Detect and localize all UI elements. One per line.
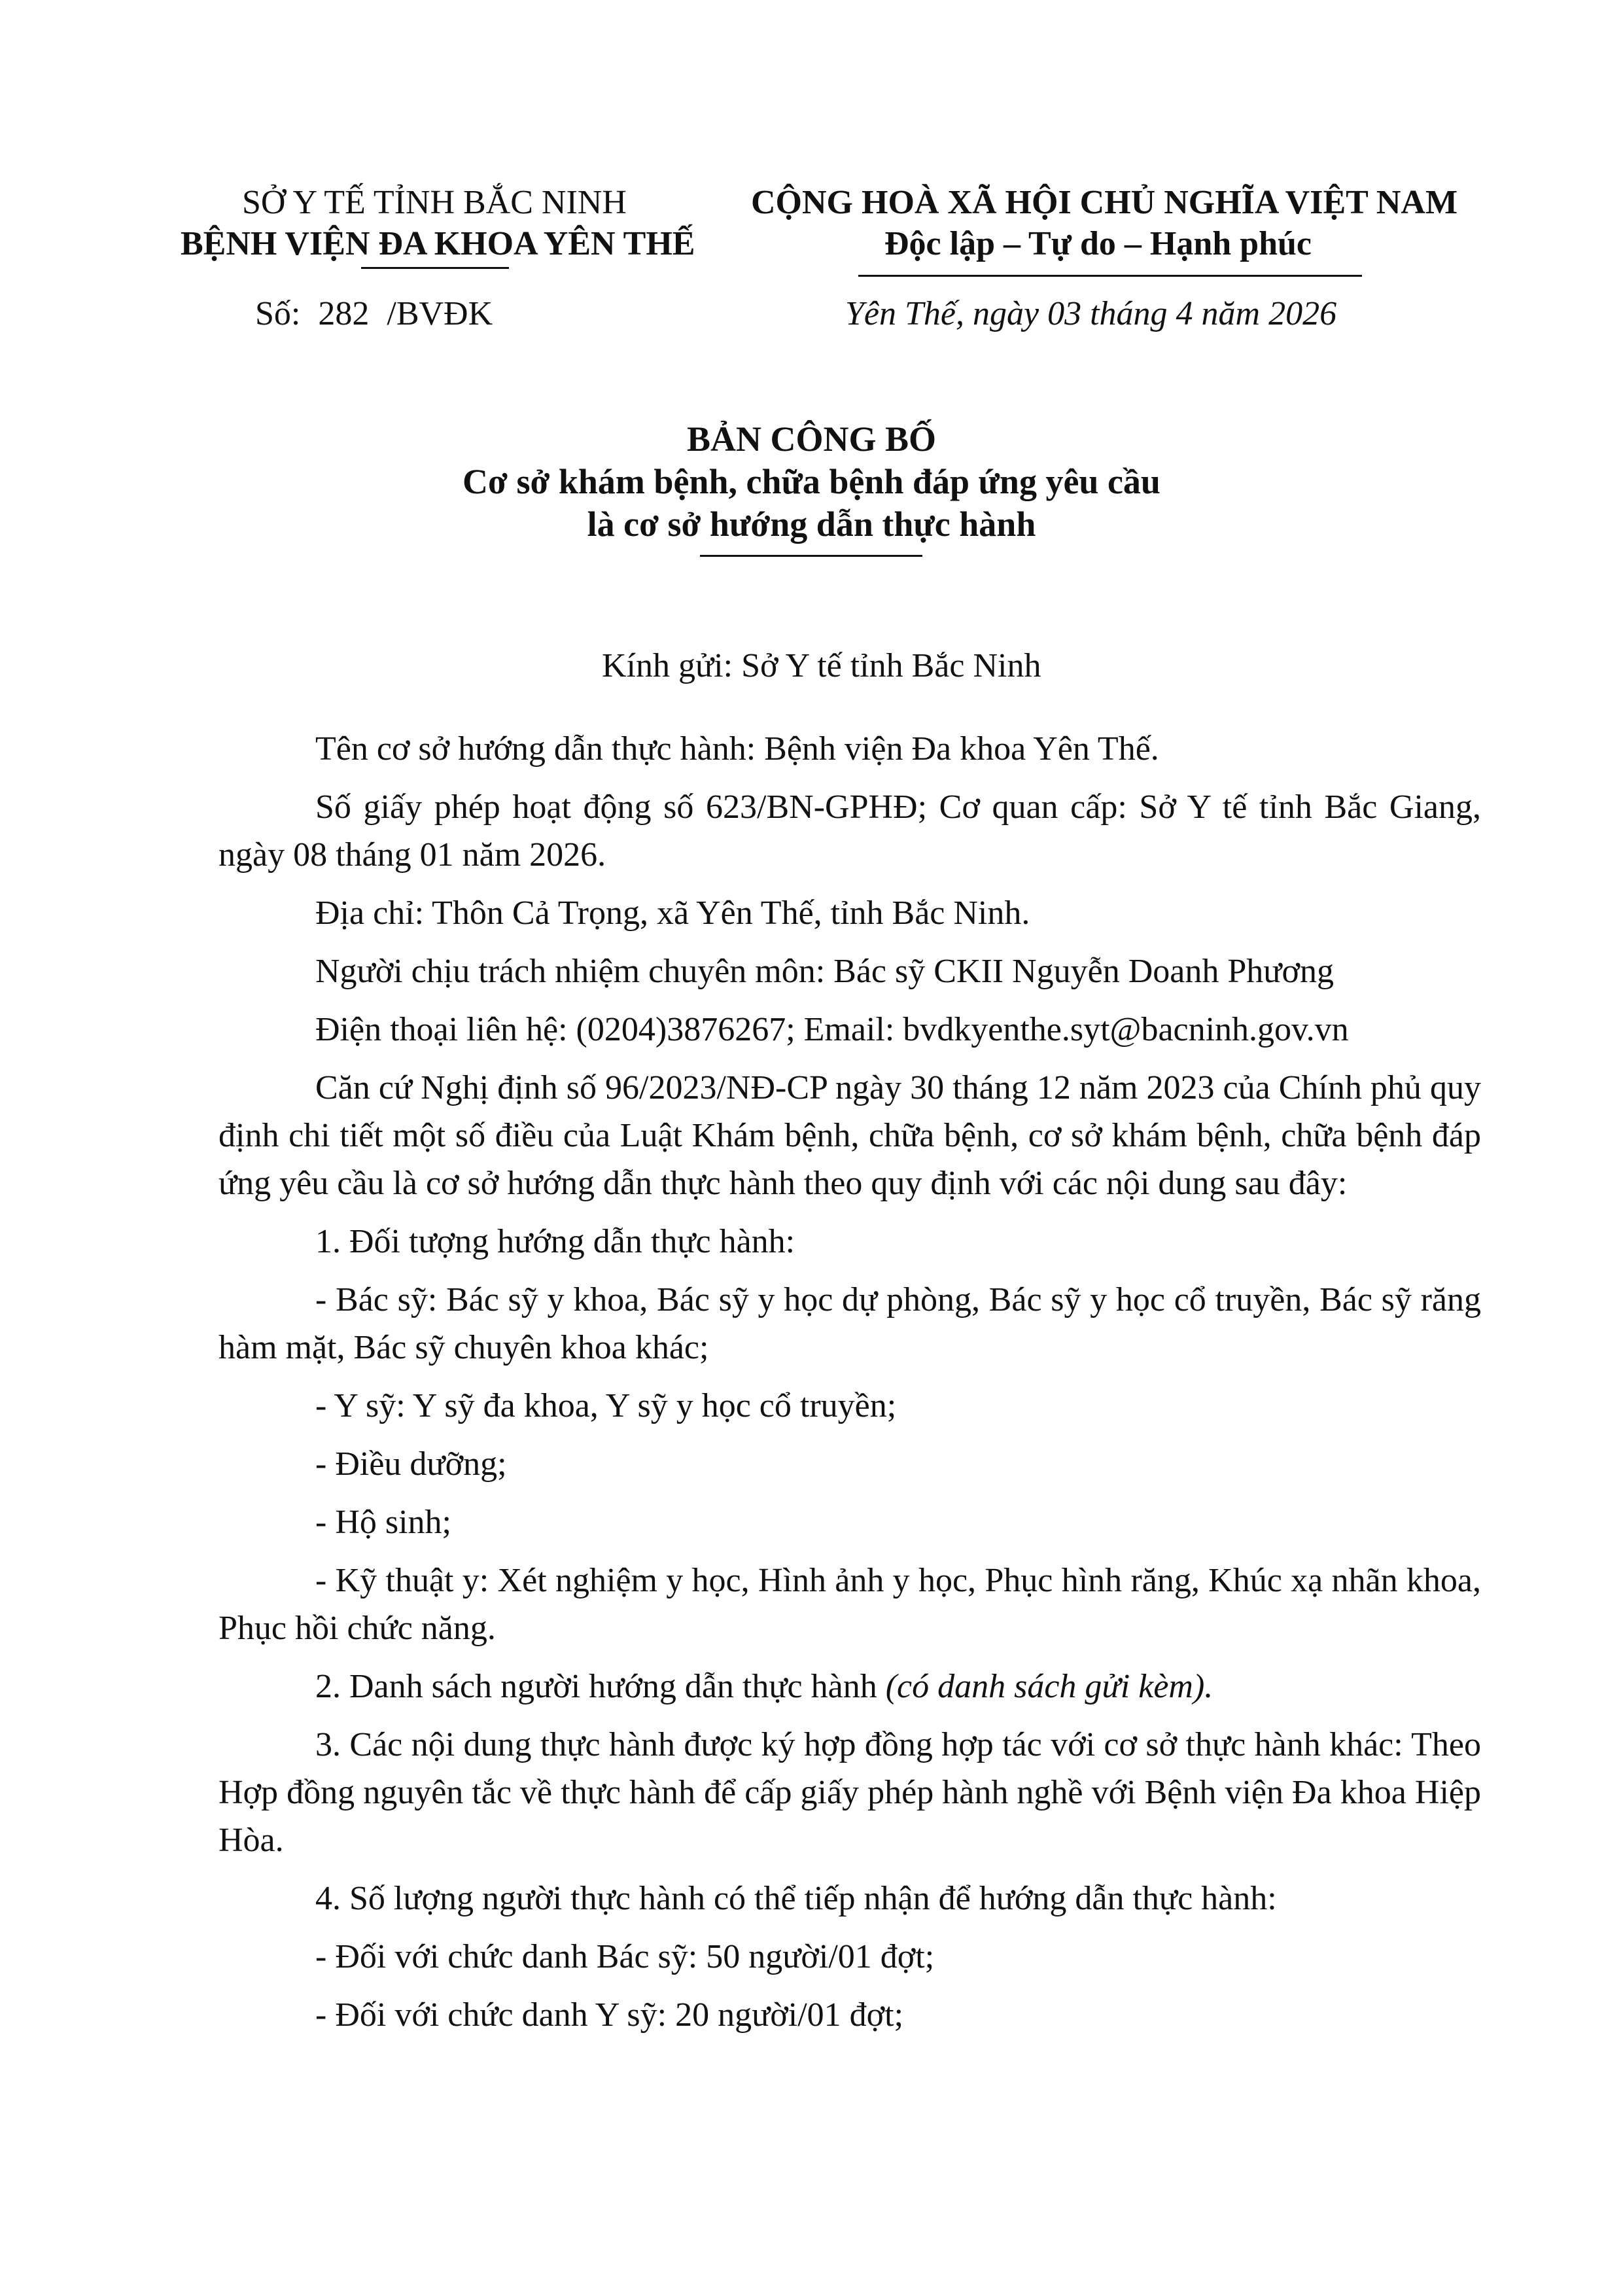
section-4-title: 4. Số lượng người thực hành có thể tiếp nhận để hướng dẫn thực hành: — [315, 1880, 1277, 1917]
section-1-title: 1. Đối tượng hướng dẫn thực hành: — [315, 1223, 795, 1260]
section-1-item: - Kỹ thuật y: Xét nghiệm y học, Hình ảnh y học, Phục hình răng, Khúc xạ nhãn khoa, Phục hồi chức năng. — [218, 1562, 1481, 1647]
title-underline — [700, 555, 922, 557]
section-4-item: - Đối với chức danh Bác sỹ: 50 người/01 đợt; — [315, 1938, 935, 1975]
facility-name: Tên cơ sở hướng dẫn thực hành: Bệnh viện Đa khoa Yên Thế. — [315, 730, 1159, 768]
right-header-underline — [858, 275, 1362, 277]
document-number — [255, 294, 493, 333]
number-prefix: Số: — [255, 295, 301, 332]
section-3: 3. Các nội dung thực hành được ký hợp đồng hợp tác với cơ sở thực hành khác: Theo Hợp đồng nguyên tắc về thực hành để cấp giấy phép hành nghề với Bệnh viện Đa khoa Hiệp Hòa. — [218, 1726, 1481, 1859]
responsible-person: Người chịu trách nhiệm chuyên môn: Bác sỹ CKII Nguyễn Doanh Phương — [315, 953, 1334, 990]
license-info: Số giấy phép hoạt động số 623/BN-GPHĐ; Cơ quan cấp: Sở Y tế tỉnh Bắc Giang, ngày 08 tháng 01 năm 2026. — [218, 788, 1481, 874]
issuing-organization: BỆNH VIỆN ĐA KHOA YÊN THẾ — [181, 225, 695, 262]
place-date: Yên Thế, ngày 03 tháng 4 năm 2026 — [845, 295, 1337, 332]
section-1-item: - Y sỹ: Y sỹ đa khoa, Y sỹ y học cổ truyền; — [315, 1387, 897, 1424]
section-1-item: - Bác sỹ: Bác sỹ y khoa, Bác sỹ y học dự phòng, Bác sỹ y học cổ truyền, Bác sỹ răng hàm mặt, Bác sỹ chuyên khoa khác; — [218, 1281, 1481, 1366]
section-1-item: - Hộ sinh; — [315, 1504, 451, 1541]
left-header-underline — [361, 267, 509, 269]
contact-info: Điện thoại liên hệ: (0204)3876267; Email: bvdkyenthe.syt@bacninh.gov.vn — [315, 1011, 1349, 1048]
recipient: Kính gửi: Sở Y tế tỉnh Bắc Ninh — [602, 647, 1041, 684]
issuing-authority: SỞ Y TẾ TỈNH BẮC NINH — [242, 184, 627, 221]
national-title: CỘNG HOÀ XÃ HỘI CHỦ NGHĨA VIỆT NAM — [751, 184, 1458, 221]
document-subtitle-1: Cơ sở khám bệnh, chữa bệnh đáp ứng yêu cầu — [462, 462, 1161, 501]
section-2-text: 2. Danh sách người hướng dẫn thực hành — [315, 1668, 877, 1705]
national-motto: Độc lập – Tự do – Hạnh phúc — [884, 225, 1312, 262]
section-2-note: (có danh sách gửi kèm). — [885, 1668, 1213, 1705]
document-title: BẢN CÔNG BỐ — [686, 419, 937, 459]
number-suffix: /BVĐK — [387, 295, 493, 332]
section-2 — [218, 1663, 1481, 1710]
number-value: 282 — [318, 295, 370, 332]
address: Địa chỉ: Thôn Cả Trọng, xã Yên Thế, tỉnh Bắc Ninh. — [315, 894, 1030, 932]
document-body — [218, 725, 1481, 2049]
legal-basis: Căn cứ Nghị định số 96/2023/NĐ-CP ngày 30 tháng 12 năm 2023 của Chính phủ quy định chi tiết một số điều của Luật Khám bệnh, chữa bệnh, cơ sở khám bệnh, chữa bệnh đáp ứng yêu cầu là cơ sở hướng dẫn thực hành theo quy định với các nội dung sau đây: — [218, 1069, 1481, 1202]
document-subtitle-2: là cơ sở hướng dẫn thực hành — [587, 504, 1036, 544]
section-1-item: - Điều dưỡng; — [315, 1445, 507, 1483]
section-4-item: - Đối với chức danh Y sỹ: 20 người/01 đợt; — [315, 1996, 904, 2034]
